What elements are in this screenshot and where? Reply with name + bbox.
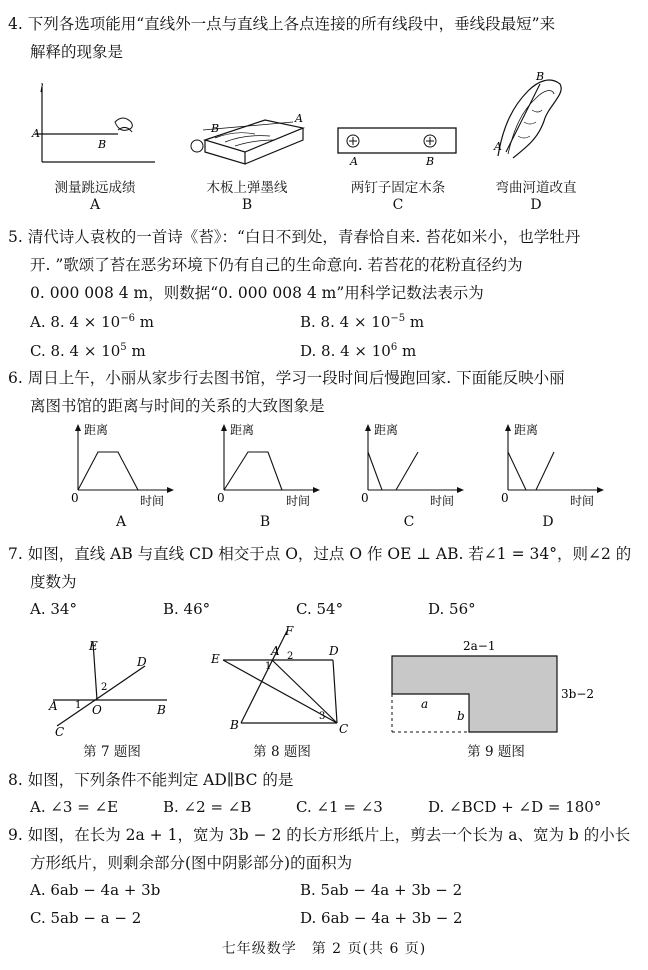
fig4d-label-a: A: [494, 140, 502, 153]
fig9-label-a: a: [421, 697, 429, 711]
fig8-diagram: [205, 625, 355, 737]
q5-stem-line3: 0. 000 008 4 m，则数据“0. 000 008 4 m”用科学记数法表示为: [30, 284, 484, 302]
q6d-ylabel: 距离: [514, 423, 539, 437]
q8-stem-line1: 8. 如图，下列条件不能判定 AD∥BC 的是: [8, 771, 294, 789]
q7-stem-line2: 度数为: [30, 573, 77, 591]
q6c-xlabel: 时间: [430, 494, 455, 508]
q6-letter-c: C: [403, 514, 415, 530]
fig7-label-a: A: [49, 699, 58, 713]
fig9-caption: 第 9 题图: [467, 744, 525, 760]
fig7-label-c: C: [55, 725, 65, 738]
q4-figure-b: [185, 110, 310, 170]
q9-option-c[interactable]: C. 5ab − a − 2: [30, 909, 142, 927]
fig4a-label-l: l: [40, 82, 44, 95]
q6-letter-a: A: [115, 514, 127, 530]
fig7-caption: 第 7 题图: [83, 744, 141, 760]
q8-option-a[interactable]: A. ∠3 = ∠E: [30, 798, 119, 816]
q6d-xlabel: 时间: [570, 494, 595, 508]
q4-caption-b: 木板上弹墨线: [206, 180, 288, 196]
q6b-xlabel: 时间: [286, 494, 311, 508]
q6-stem-line1: 6. 周日上午，小丽从家步行去图书馆，学习一段时间后慢跑回家. 下面能反映小丽: [8, 369, 565, 387]
fig7-label-d: D: [137, 655, 147, 669]
q9-stem-line1: 9. 如图，在长为 2a + 1，宽为 3b − 2 的长方形纸片上，剪去一个长为 a、宽为 b 的小长: [8, 826, 631, 844]
q9-option-a[interactable]: A. 6ab − 4a + 3b: [30, 881, 161, 899]
q9-option-d[interactable]: D. 6ab − 4a + 3b − 2: [300, 909, 463, 927]
q4-stem-line2: 解释的现象是: [30, 43, 124, 61]
fig4b-label-a: A: [295, 112, 303, 125]
fig7-diagram: [45, 628, 180, 738]
fig9-label-b: b: [457, 709, 465, 723]
q4-figure-d: [488, 66, 578, 166]
q5-stem-line2: 开. ”歌颂了苔在恶劣环境下仍有自己的生命意向. 若苔花的花粉直径约为: [30, 256, 523, 274]
q6a-xlabel: 时间: [140, 494, 165, 508]
q4-letter-a: A: [89, 197, 101, 213]
q8-option-b[interactable]: B. ∠2 = ∠B: [163, 798, 252, 816]
fig9-diagram: [385, 632, 615, 742]
q8-option-c[interactable]: C. ∠1 = ∠3: [296, 798, 383, 816]
fig7-label-o: O: [92, 703, 102, 717]
q4-caption-a: 测量跳远成绩: [54, 180, 136, 196]
q7-option-b[interactable]: B. 46°: [163, 600, 211, 618]
q4-figure-a: [30, 82, 160, 172]
q6-graph-d: [496, 422, 606, 512]
q6-graph-b: [212, 422, 322, 512]
fig8-label-c: C: [339, 722, 349, 736]
q4-letter-d: D: [530, 197, 542, 213]
q9-option-b[interactable]: B. 5ab − 4a + 3b − 2: [300, 881, 463, 899]
fig8-label-a: A: [271, 644, 280, 658]
fig4c-label-a: A: [350, 155, 358, 168]
q9-stem-line2: 方形纸片，则剩余部分(图中阴影部分)的面积为: [30, 854, 353, 872]
q7-option-d[interactable]: D. 56°: [428, 600, 476, 618]
fig4c-label-b: B: [426, 155, 435, 168]
fig7-angle-2: 2: [101, 682, 108, 693]
fig8-label-d: D: [329, 644, 339, 658]
fig7-label-e: E: [89, 639, 98, 653]
fig9-label-right: 3b−2: [561, 687, 595, 701]
q5-option-a[interactable]: A. 8. $4 \times 10^{-6}$ m: [30, 313, 154, 331]
fig8-angle-3: 3: [319, 711, 326, 722]
q6-graph-a: [66, 422, 176, 512]
q4-caption-c: 两钉子固定木条: [350, 180, 446, 196]
fig8-angle-1: 1: [265, 661, 272, 672]
q4-figure-c: [335, 125, 460, 170]
q4-stem-line1: 4. 下列各选项能用“直线外一点与直线上各点连接的所有线段中，垂线段最短”来: [8, 15, 556, 33]
q6a-origin: 0: [71, 491, 79, 505]
fig4a-label-a: A: [32, 127, 40, 140]
fig7-label-b: B: [157, 703, 166, 717]
q6d-origin: 0: [501, 491, 509, 505]
fig4a-label-b: B: [98, 138, 107, 151]
fig8-label-b: B: [230, 718, 239, 732]
q6-stem-line2: 离图书馆的距离与时间的关系的大致图象是: [30, 397, 325, 415]
q7-option-c[interactable]: C. 54°: [296, 600, 344, 618]
q5-option-d[interactable]: D. 8. $4 \times 10^6$ m: [300, 342, 417, 360]
q6c-origin: 0: [361, 491, 369, 505]
fig8-label-f: F: [285, 625, 294, 638]
q6a-ylabel: 距离: [84, 423, 109, 437]
fig8-label-e: E: [211, 652, 220, 666]
fig4d-label-b: B: [536, 70, 545, 83]
q5-option-c[interactable]: C. 8. $4 \times 10^5$ m: [30, 342, 146, 360]
fig8-angle-2: 2: [287, 651, 294, 662]
fig9-label-top: 2a−1: [463, 639, 496, 653]
fig4b-label-b: B: [211, 122, 220, 135]
q6-graph-c: [356, 422, 466, 512]
q4-caption-d: 弯曲河道改直: [495, 180, 577, 196]
page-footer: 七年级数学 第 2 页(共 6 页): [221, 941, 427, 957]
q5-stem-line1: 5. 清代诗人袁枚的一首诗《苔》：“白日不到处，青春恰自来. 苔花如米小，也学牡丹: [8, 228, 581, 246]
q6-letter-d: D: [542, 514, 554, 530]
q7-option-a[interactable]: A. 34°: [30, 600, 77, 618]
q4-letter-b: B: [241, 197, 253, 213]
fig7-angle-1: 1: [75, 700, 82, 711]
q4-letter-c: C: [392, 197, 404, 213]
q8-option-d[interactable]: D. ∠BCD + ∠D = 180°: [428, 798, 602, 816]
q7-stem-line1: 7. 如图，直线 AB 与直线 CD 相交于点 O，过点 O 作 OE ⊥ AB. 若∠1 = 34°，则∠2 的: [8, 545, 632, 563]
q6c-ylabel: 距离: [374, 423, 399, 437]
q6b-origin: 0: [217, 491, 225, 505]
q5-option-b[interactable]: B. 8. $4 \times 10^{-5}$ m: [300, 313, 425, 331]
q6b-ylabel: 距离: [230, 423, 255, 437]
fig8-caption: 第 8 题图: [253, 744, 311, 760]
q6-letter-b: B: [259, 514, 271, 530]
